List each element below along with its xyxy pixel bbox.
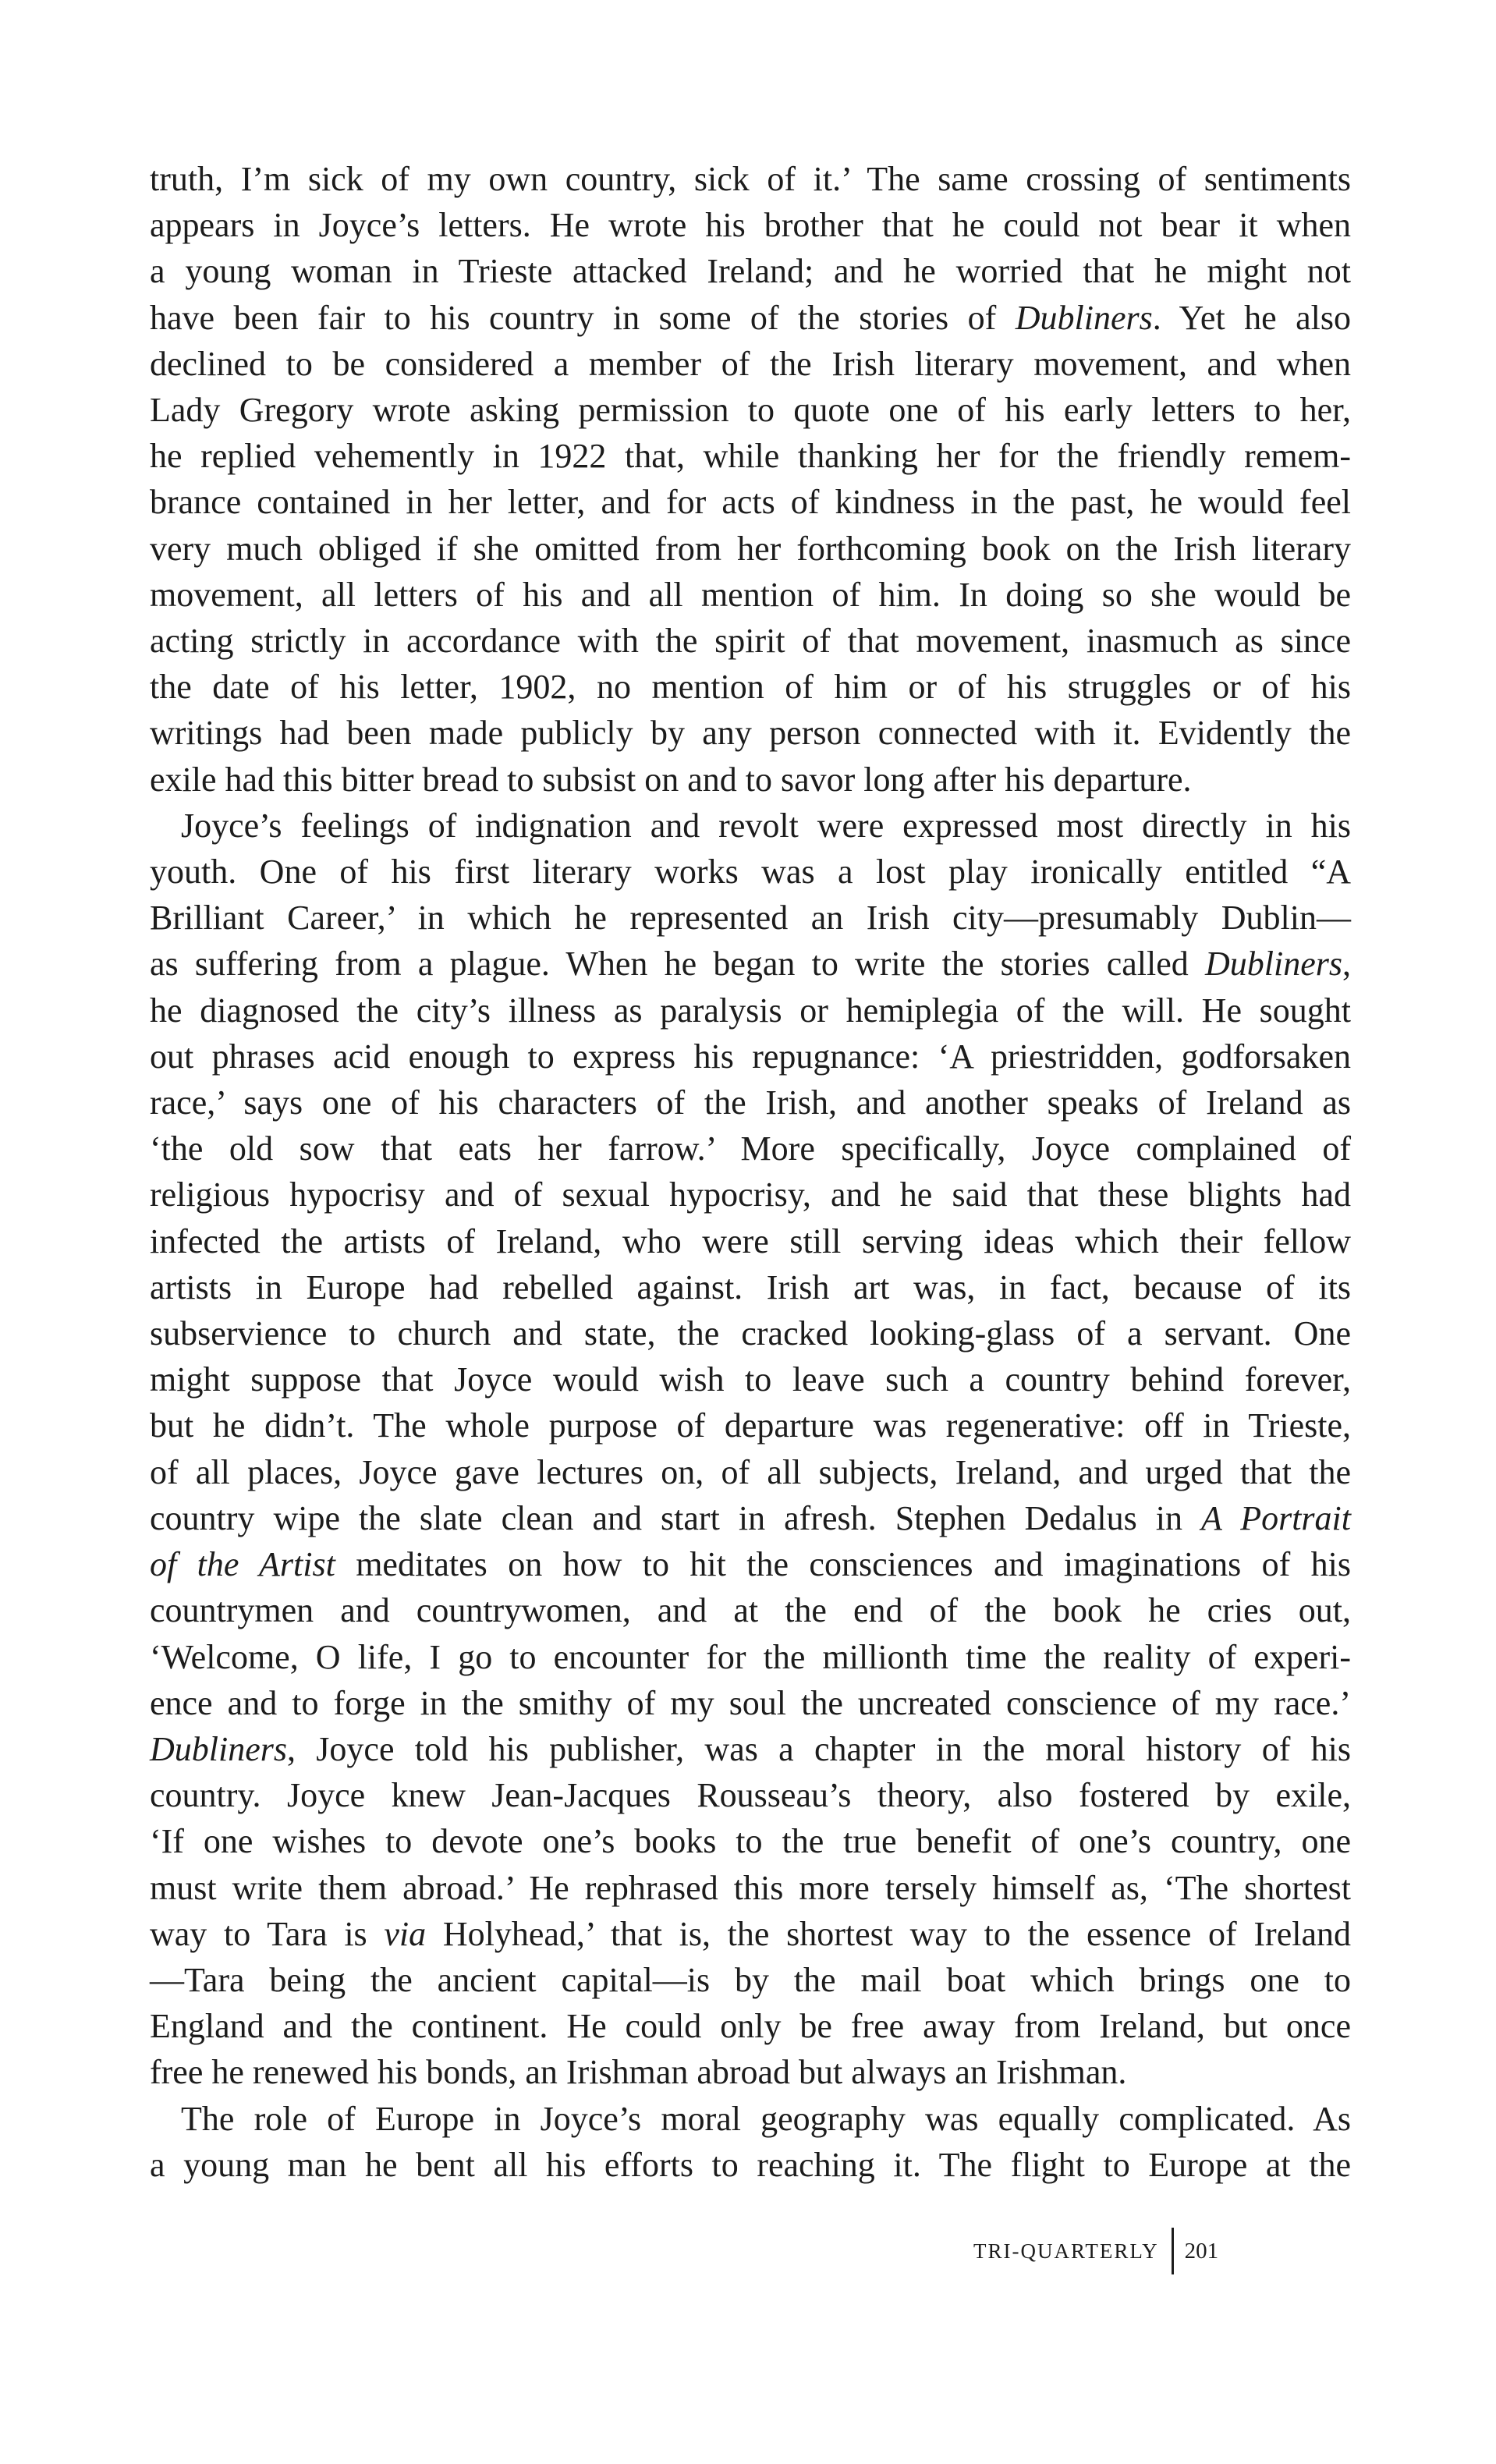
text-line: writings had been made publicly by any person connected with it. Evidently the (150, 714, 1351, 753)
text-line: —Tara being the ancient capital—is by the mail boat which brings one to (150, 1960, 1351, 1999)
text-line: youth. One of his first literary works was a lost play ironically entitled “A (150, 853, 1351, 892)
text-line: a young man he bent all his efforts to reaching it. The flight to Europe at the (150, 2145, 1351, 2184)
text-line: have been fair to his country in some of the stories of Dubliners. Yet he also (150, 298, 1351, 337)
page-number: 201 (1184, 2238, 1219, 2264)
body-text (150, 156, 1351, 2188)
text-line: England and the continent. He could only be free away from Ireland, but once (150, 2007, 1351, 2046)
text-line: but he didn’t. The whole purpose of departure was regenerative: off in Trieste, (150, 1406, 1351, 1445)
text-line: out phrases acid enough to express his repugnance: ‘A priestridden, godforsaken (150, 1037, 1351, 1076)
text-line: Brilliant Career,’ in which he represented an Irish city—presumably Dublin— (150, 899, 1351, 938)
text-line: very much obliged if she omitted from her forthcoming book on the Irish literary (150, 529, 1351, 568)
text-line: of the Artist meditates on how to hit the consciences and imaginations of his (150, 1545, 1352, 1584)
text-line: artists in Europe had rebelled against. Irish art was, in fact, because of its (150, 1267, 1351, 1306)
text-line: truth, I’m sick of my own country, sick of it.’ The same crossing of sentiments (150, 160, 1351, 198)
text-line: subservience to church and state, the cracked looking-glass of a servant. One (150, 1314, 1351, 1353)
text-line: country wipe the slate clean and start in afresh. Stephen Dedalus in A Portrait (150, 1498, 1351, 1537)
text-line: ‘If one wishes to devote one’s books to the true benefit of one’s country, one (150, 1822, 1351, 1861)
paragraph-3 (150, 2096, 1351, 2188)
text-line: infected the artists of Ireland, who were still serving ideas which their fellow (150, 1221, 1351, 1260)
text-line: brance contained in her letter, and for acts of kindness in the past, he would feel (150, 483, 1351, 522)
paragraph-1 (150, 156, 1351, 803)
text-line: a young woman in Trieste attacked Ireland; and he worried that he might not (150, 252, 1351, 291)
text-line: declined to be considered a member of the Irish literary movement, and when (150, 344, 1351, 383)
text-line: might suppose that Joyce would wish to leave such a country behind forever, (150, 1360, 1351, 1399)
text-line: appears in Joyce’s letters. He wrote his brother that he could not bear it when (150, 206, 1351, 245)
text-line: must write them abroad.’ He rephrased this more tersely himself as, ‘The shortest (150, 1868, 1351, 1907)
text-line: The role of Europe in Joyce’s moral geography was equally complicated. As (181, 2099, 1351, 2138)
text-line: movement, all letters of his and all mention of him. In doing so she would be (150, 575, 1351, 614)
text-line: he replied vehemently in 1922 that, while thanking her for the friendly remem- (150, 437, 1351, 476)
page-footer (973, 2228, 1218, 2274)
text-line: free he renewed his bonds, an Irishman abroad but always an Irishman. (150, 2053, 1127, 2092)
text-line: of all places, Joyce gave lectures on, of all subjects, Ireland, and urged that the (150, 1452, 1351, 1491)
text-line: country. Joyce knew Jean-Jacques Rousseau’s theory, also fostered by exile, (150, 1776, 1351, 1815)
paragraph-2 (150, 803, 1351, 2096)
text-line: acting strictly in accordance with the spirit of that movement, inasmuch as since (150, 622, 1351, 661)
text-line: ‘Welcome, O life, I go to encounter for the millionth time the reality of experi- (150, 1637, 1351, 1676)
text-line: Lady Gregory wrote asking permission to quote one of his early letters to her, (150, 391, 1351, 430)
text-line: Joyce’s feelings of indignation and revolt were expressed most directly in his (181, 806, 1351, 845)
text-line: countrymen and countrywomen, and at the end of the book he cries out, (150, 1591, 1351, 1630)
text-line: exile had this bitter bread to subsist on and to savor long after his departure. (150, 760, 1192, 799)
text-line: ‘the old sow that eats her farrow.’ More specifically, Joyce complained of (150, 1129, 1351, 1168)
running-head: TRI-QUARTERLY (973, 2239, 1159, 2263)
text-line: way to Tara is via Holyhead,’ that is, the shortest way to the essence of Ireland (150, 1914, 1351, 1953)
text-line: Dubliners, Joyce told his publisher, was a chapter in the moral history of his (150, 1729, 1351, 1768)
text-line: the date of his letter, 1902, no mention of him or of his struggles or of his (150, 668, 1351, 707)
text-line: as suffering from a plague. When he began to write the stories called Dubliners, (150, 945, 1351, 984)
text-line: ence and to forge in the smithy of my soul the uncreated conscience of my race.’ (150, 1683, 1351, 1722)
text-line: religious hypocrisy and of sexual hypocrisy, and he said that these blights had (150, 1175, 1351, 1214)
text-line: he diagnosed the city’s illness as paralysis or hemiplegia of the will. He sought (150, 991, 1351, 1030)
text-line: race,’ says one of his characters of the Irish, and another speaks of Ireland as (150, 1083, 1351, 1122)
